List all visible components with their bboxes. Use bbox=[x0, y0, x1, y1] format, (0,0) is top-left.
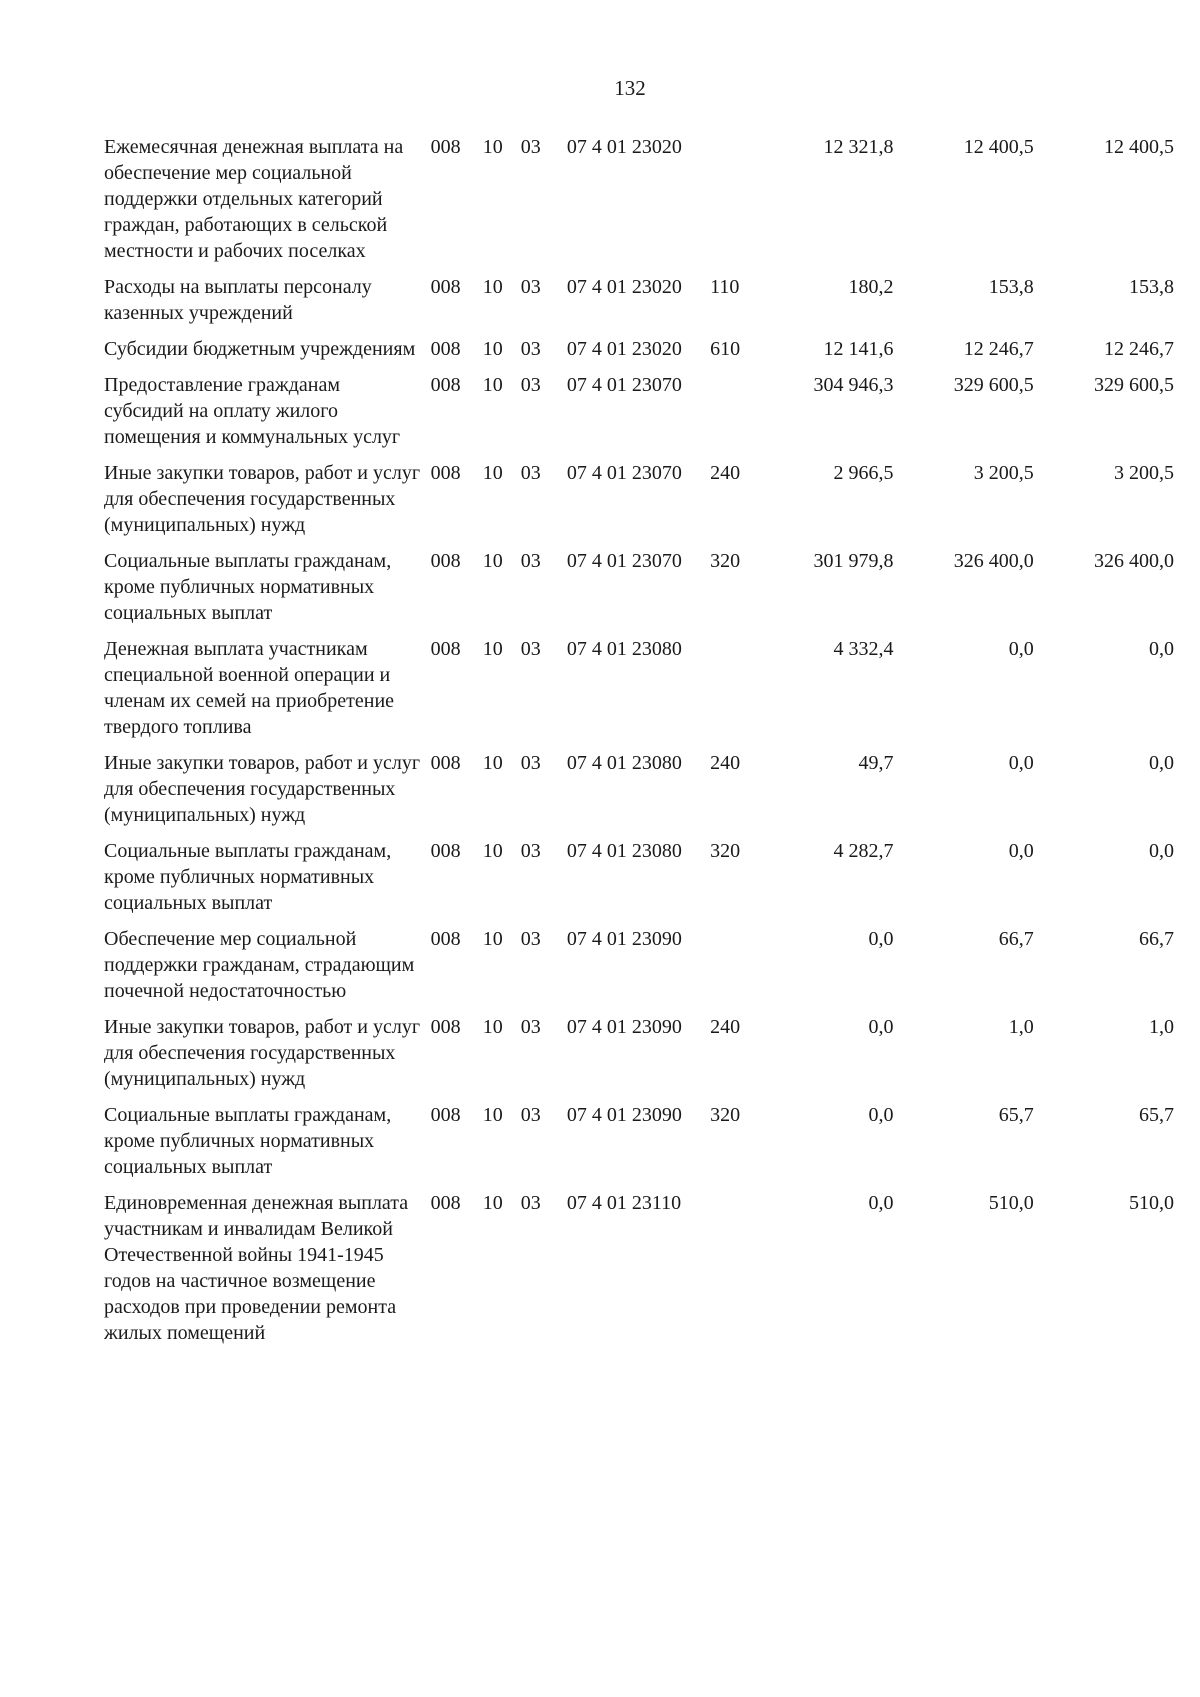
ministry-code: 008 bbox=[430, 550, 461, 572]
expense-type-code bbox=[710, 134, 770, 274]
section-code: 10 bbox=[482, 374, 503, 396]
amount-year-2: 66,7 bbox=[998, 928, 1034, 950]
expense-type-code: 240 bbox=[710, 1016, 741, 1038]
section-code: 10 bbox=[482, 462, 503, 484]
section-code: 10 bbox=[482, 276, 503, 298]
page-number: 132 bbox=[614, 76, 646, 100]
target-article-code: 07 4 01 23020 bbox=[566, 276, 682, 298]
subsection-code: 03 bbox=[520, 752, 541, 774]
target-article-code: 07 4 01 23080 bbox=[566, 638, 682, 660]
amount-year-3: 510,0 bbox=[1129, 1192, 1174, 1214]
ministry-code: 008 bbox=[430, 374, 461, 396]
amount-year-3: 66,7 bbox=[1139, 928, 1174, 950]
amount-year-3: 153,8 bbox=[1129, 276, 1174, 298]
expense-name: Иные закупки товаров, работ и услуг для обеспечения государственных (муниципальных) нужд bbox=[104, 1016, 421, 1090]
target-article-code: 07 4 01 23090 bbox=[566, 928, 682, 950]
table-row bbox=[104, 1014, 1174, 1102]
expense-type-code: 610 bbox=[710, 338, 741, 360]
target-article-code: 07 4 01 23070 bbox=[566, 462, 682, 484]
amount-year-2: 0,0 bbox=[1008, 752, 1034, 774]
amount-year-1: 49,7 bbox=[858, 752, 894, 774]
ministry-code: 008 bbox=[430, 1104, 461, 1126]
ministry-code: 008 bbox=[430, 840, 461, 862]
expense-name: Денежная выплата участникам специальной военной операции и членам их семей на приобретение твердого топлива bbox=[104, 638, 395, 738]
expense-name: Субсидии бюджетным учреждениям bbox=[104, 338, 416, 360]
expense-type-code: 320 bbox=[710, 840, 741, 862]
amount-year-3: 329 600,5 bbox=[1094, 374, 1174, 396]
subsection-code: 03 bbox=[520, 638, 541, 660]
section-code: 10 bbox=[482, 1192, 503, 1214]
subsection-code: 03 bbox=[520, 1016, 541, 1038]
ministry-code: 008 bbox=[430, 752, 461, 774]
target-article-code: 07 4 01 23070 bbox=[566, 550, 682, 572]
expense-name: Социальные выплаты гражданам, кроме публичных нормативных социальных выплат bbox=[104, 1104, 392, 1178]
section-code: 10 bbox=[482, 1104, 503, 1126]
expense-name: Социальные выплаты гражданам, кроме публичных нормативных социальных выплат bbox=[104, 840, 392, 914]
amount-year-3: 0,0 bbox=[1149, 638, 1174, 660]
amount-year-2: 329 600,5 bbox=[953, 374, 1034, 396]
ministry-code: 008 bbox=[430, 928, 461, 950]
expense-name: Предоставление гражданам субсидий на оплату жилого помещения и коммунальных услуг bbox=[104, 374, 401, 448]
expense-type-code bbox=[710, 1190, 770, 1356]
section-code: 10 bbox=[482, 928, 503, 950]
section-code: 10 bbox=[482, 840, 503, 862]
expense-name: Обеспечение мер социальной поддержки гражданам, страдающим почечной недостаточностью bbox=[104, 928, 415, 1002]
target-article-code: 07 4 01 23020 bbox=[566, 338, 682, 360]
ministry-code: 008 bbox=[430, 276, 461, 298]
expense-type-code: 320 bbox=[710, 1104, 741, 1126]
table-row bbox=[104, 274, 1174, 336]
amount-year-1: 0,0 bbox=[868, 1104, 894, 1126]
expense-type-code: 240 bbox=[710, 462, 741, 484]
table-row bbox=[104, 372, 1174, 460]
ministry-code: 008 bbox=[430, 338, 461, 360]
amount-year-1: 12 321,8 bbox=[823, 136, 894, 158]
subsection-code: 03 bbox=[520, 462, 541, 484]
amount-year-2: 153,8 bbox=[988, 276, 1034, 298]
ministry-code: 008 bbox=[430, 136, 461, 158]
amount-year-3: 0,0 bbox=[1149, 752, 1174, 774]
amount-year-2: 1,0 bbox=[1008, 1016, 1034, 1038]
subsection-code: 03 bbox=[520, 1104, 541, 1126]
subsection-code: 03 bbox=[520, 550, 541, 572]
expense-name: Ежемесячная денежная выплата на обеспечение мер социальной поддержки отдельных категорий граждан, работающих в сельской местности и рабочих поселках bbox=[104, 136, 404, 262]
amount-year-1: 12 141,6 bbox=[823, 338, 894, 360]
amount-year-2: 3 200,5 bbox=[973, 462, 1034, 484]
amount-year-3: 12 400,5 bbox=[1104, 136, 1174, 158]
table-row bbox=[104, 750, 1174, 838]
expense-name: Иные закупки товаров, работ и услуг для обеспечения государственных (муниципальных) нужд bbox=[104, 462, 421, 536]
table-row bbox=[104, 548, 1174, 636]
expense-type-code: 240 bbox=[710, 752, 741, 774]
amount-year-1: 0,0 bbox=[868, 928, 894, 950]
section-code: 10 bbox=[482, 338, 503, 360]
section-code: 10 bbox=[482, 1016, 503, 1038]
table-row bbox=[104, 1190, 1174, 1356]
expense-name: Единовременная денежная выплата участникам и инвалидам Великой Отечественной войны 1941-1945 годов на частичное возмещение расходов при проведении ремонта жилых помещений bbox=[104, 1192, 409, 1344]
target-article-code: 07 4 01 23090 bbox=[566, 1016, 682, 1038]
amount-year-2: 510,0 bbox=[988, 1192, 1034, 1214]
section-code: 10 bbox=[482, 550, 503, 572]
table-row bbox=[104, 336, 1174, 372]
table-row bbox=[104, 838, 1174, 926]
expense-name: Иные закупки товаров, работ и услуг для обеспечения государственных (муниципальных) нужд bbox=[104, 752, 421, 826]
target-article-code: 07 4 01 23110 bbox=[566, 1192, 682, 1214]
table-row bbox=[104, 134, 1174, 274]
subsection-code: 03 bbox=[520, 928, 541, 950]
subsection-code: 03 bbox=[520, 338, 541, 360]
table-row bbox=[104, 460, 1174, 548]
ministry-code: 008 bbox=[430, 1016, 461, 1038]
target-article-code: 07 4 01 23070 bbox=[566, 374, 682, 396]
budget-table bbox=[104, 134, 1174, 1356]
amount-year-2: 326 400,0 bbox=[953, 550, 1034, 572]
expense-type-code bbox=[710, 372, 770, 460]
section-code: 10 bbox=[482, 136, 503, 158]
expense-type-code: 110 bbox=[710, 276, 740, 298]
amount-year-1: 301 979,8 bbox=[813, 550, 894, 572]
amount-year-1: 4 282,7 bbox=[833, 840, 894, 862]
ministry-code: 008 bbox=[430, 1192, 461, 1214]
expense-type-code bbox=[710, 926, 770, 1014]
amount-year-3: 0,0 bbox=[1149, 840, 1174, 862]
subsection-code: 03 bbox=[520, 276, 541, 298]
target-article-code: 07 4 01 23090 bbox=[566, 1104, 682, 1126]
table-row bbox=[104, 1102, 1174, 1190]
subsection-code: 03 bbox=[520, 374, 541, 396]
amount-year-2: 12 246,7 bbox=[963, 338, 1034, 360]
amount-year-2: 12 400,5 bbox=[963, 136, 1034, 158]
expense-name: Социальные выплаты гражданам, кроме публичных нормативных социальных выплат bbox=[104, 550, 392, 624]
section-code: 10 bbox=[482, 752, 503, 774]
amount-year-1: 2 966,5 bbox=[833, 462, 894, 484]
amount-year-3: 12 246,7 bbox=[1104, 338, 1174, 360]
amount-year-1: 4 332,4 bbox=[833, 638, 894, 660]
amount-year-3: 3 200,5 bbox=[1114, 462, 1174, 484]
target-article-code: 07 4 01 23020 bbox=[566, 136, 682, 158]
subsection-code: 03 bbox=[520, 136, 541, 158]
amount-year-3: 1,0 bbox=[1149, 1016, 1174, 1038]
target-article-code: 07 4 01 23080 bbox=[566, 752, 682, 774]
amount-year-1: 304 946,3 bbox=[813, 374, 894, 396]
expense-type-code: 320 bbox=[710, 550, 741, 572]
amount-year-2: 65,7 bbox=[998, 1104, 1034, 1126]
expense-name: Расходы на выплаты персоналу казенных учреждений bbox=[104, 276, 372, 324]
amount-year-1: 0,0 bbox=[868, 1192, 894, 1214]
ministry-code: 008 bbox=[430, 462, 461, 484]
table-row bbox=[104, 926, 1174, 1014]
subsection-code: 03 bbox=[520, 1192, 541, 1214]
target-article-code: 07 4 01 23080 bbox=[566, 840, 682, 862]
section-code: 10 bbox=[482, 638, 503, 660]
subsection-code: 03 bbox=[520, 840, 541, 862]
expense-type-code bbox=[710, 636, 770, 750]
amount-year-2: 0,0 bbox=[1008, 638, 1034, 660]
amount-year-1: 0,0 bbox=[868, 1016, 894, 1038]
ministry-code: 008 bbox=[430, 638, 461, 660]
amount-year-3: 326 400,0 bbox=[1094, 550, 1174, 572]
amount-year-3: 65,7 bbox=[1139, 1104, 1174, 1126]
table-row bbox=[104, 636, 1174, 750]
amount-year-2: 0,0 bbox=[1008, 840, 1034, 862]
amount-year-1: 180,2 bbox=[848, 276, 894, 298]
